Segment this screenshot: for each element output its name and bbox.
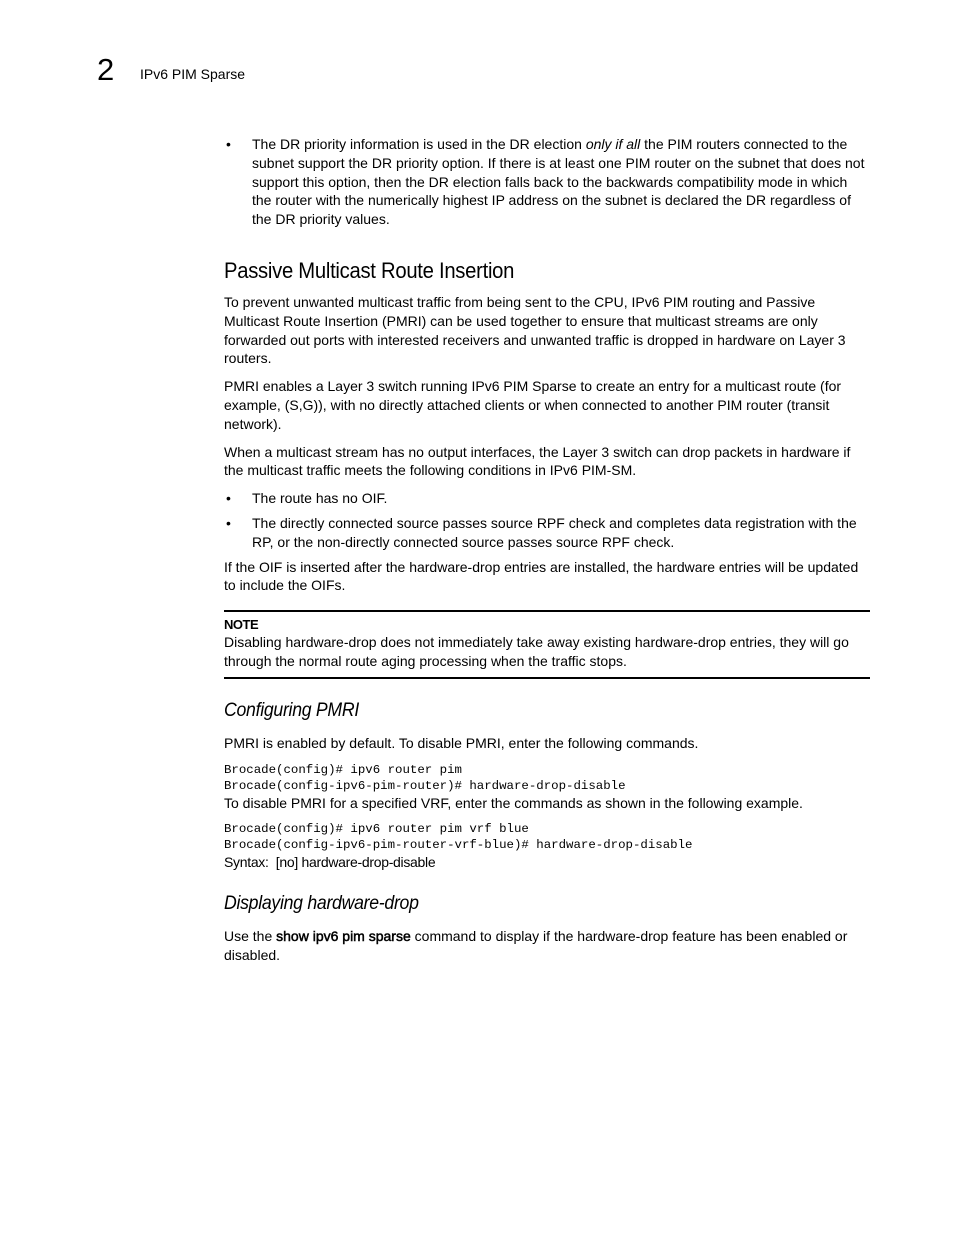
code-line: Brocade(config-ipv6-pim-router-vrf-blue)# hardware-drop-disable [224,838,693,853]
code-line: Brocade(config-ipv6-pim-router)# hardware-drop-disable [224,778,626,793]
subsection-heading-displaying: Displaying hardware-drop [224,893,419,915]
text-run: command to display if the hardware-drop feature has been enabled or disabled. [224,928,848,964]
note-label: NOTE [224,617,259,633]
text-run: the PIM routers connected to the subnet support the DR priority option. If there is at least one PIM router on the subnet that does not support this option, then the DR election falls back to the backwards compatibility mode in which the router with the numerically highest IP address on the subnet is declared the DR regardless of the DR priority values. [252,136,865,228]
paragraph-pmri-entries: PMRI enables a Layer 3 switch running IPv6 PIM Sparse to create an entry for a multicast route (for example, (S,G)), with no directly attached clients or when connected to another PIM router (transit network). [224,378,842,432]
paragraph-pmri-default: PMRI is enabled by default. To disable PMRI, enter the following commands. [224,734,699,751]
running-header-title: IPv6 PIM Sparse [140,66,246,82]
syntax-command: hardware-drop-disable [301,854,436,871]
list-item-dr-priority [224,135,870,229]
paragraph-vrf: To disable PMRI for a specified VRF, enter the commands as shown in the following example. [224,794,803,811]
page-body [224,135,870,965]
command-text: show ipv6 pim sparse [276,928,411,945]
text-run: Use the [224,928,277,945]
paragraph-show-command [224,927,870,965]
emphasis-text: only if all [585,136,641,152]
note-box [224,610,870,679]
code-line: Brocade(config)# ipv6 router pim vrf blue [224,822,529,837]
note-text: Disabling hardware-drop does not immediately take away existing hardware-drop entries, they will go through the normal route aging processing when the traffic stops. [224,634,849,669]
syntax-line [224,853,870,871]
section-heading-pmri: Passive Multicast Route Insertion [224,257,515,283]
syntax-bracket-open: [ [275,854,280,871]
text-run: The DR priority information is used in the DR election [252,136,586,152]
paragraph-pmri-conditions: When a multicast stream has no output interfaces, the Layer 3 switch can drop packets in hardware if the multicast traffic meets the following conditions in IPv6 PIM-SM. [224,443,851,479]
paragraph-oif-inserted: If the OIF is inserted after the hardware-drop entries are installed, the hardware entries will be updated to include the OIFs. [224,558,859,594]
list-item-condition-rpf: • The directly connected source passes source RPF check and completes data registration with the RP, or the non-directly connected source passes source RPF check. [224,514,870,552]
code-block-disable-pmri-vrf [224,821,870,853]
code-block-disable-pmri [224,762,870,794]
syntax-keyword-no: no [279,854,295,871]
list-item-condition-no-oif: • The route has no OIF. [224,489,870,508]
code-line: Brocade(config)# ipv6 router pim [224,762,462,777]
syntax-label: Syntax: [224,854,269,871]
paragraph-pmri-intro: To prevent unwanted multicast traffic from being sent to the CPU, IPv6 PIM routing and Passive Multicast Route Insertion (PMRI) can be used together to ensure that multicast streams are only forwarded out ports with interested receivers and unwanted traffic is dropped in hardware on Layer 3 routers. [224,293,846,367]
subsection-heading-configuring: Configuring PMRI [224,699,359,721]
syntax-bracket-close: ] [294,854,298,871]
chapter-number: 2 [97,52,115,87]
